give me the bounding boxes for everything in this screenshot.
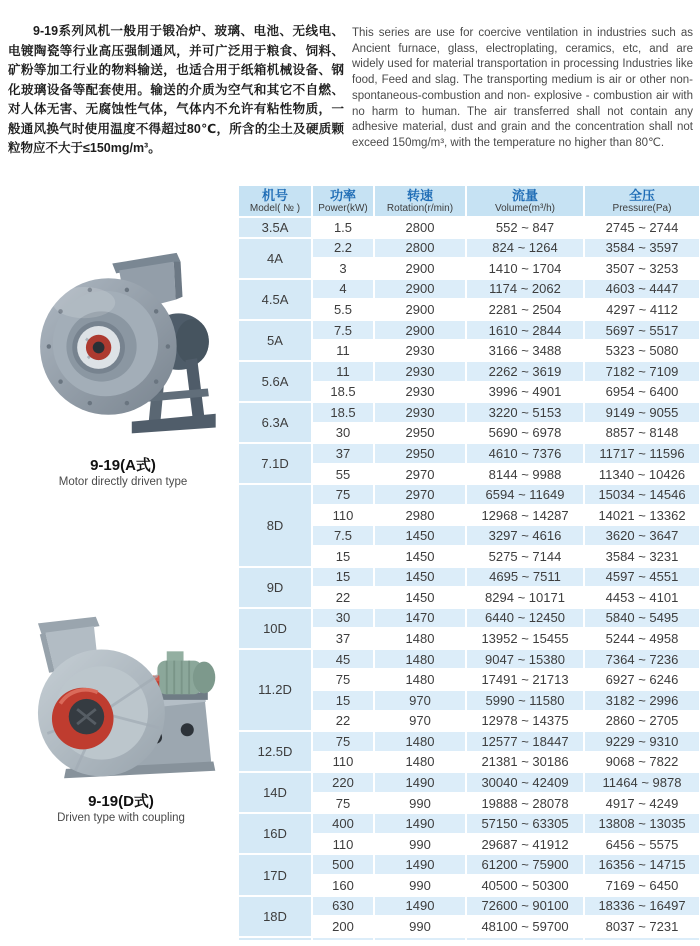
spec-cell: 2745 ~ 2744 bbox=[584, 217, 700, 238]
spec-cell: 1490 bbox=[374, 813, 466, 834]
spec-cell: 13952 ~ 15455 bbox=[466, 628, 584, 649]
spec-cell: 18336 ~ 16497 bbox=[584, 896, 700, 917]
spec-cell: 2900 bbox=[374, 320, 466, 341]
col-header-model bbox=[238, 185, 312, 217]
spec-cell: 14021 ~ 13362 bbox=[584, 505, 700, 526]
spec-cell: 1450 bbox=[374, 567, 466, 588]
table-row bbox=[238, 320, 700, 341]
spec-cell: 5840 ~ 5495 bbox=[584, 608, 700, 629]
spec-cell: 7.5 bbox=[312, 525, 374, 546]
spec-cell: 4453 ~ 4101 bbox=[584, 587, 700, 608]
spec-cell: 1480 bbox=[374, 731, 466, 752]
spec-cell: 2800 bbox=[374, 238, 466, 259]
spec-cell: 5690 ~ 6978 bbox=[466, 423, 584, 444]
table-row bbox=[238, 896, 700, 917]
spec-cell: 61200 ~ 75900 bbox=[466, 854, 584, 875]
spec-cell: 2930 bbox=[374, 340, 466, 361]
spec-cell: 2950 bbox=[374, 423, 466, 444]
spec-cell: 2950 bbox=[374, 443, 466, 464]
product-figure-d bbox=[12, 614, 230, 824]
spec-cell: 1450 bbox=[374, 546, 466, 567]
spec-cell: 15 bbox=[312, 546, 374, 567]
spec-cell: 8294 ~ 10171 bbox=[466, 587, 584, 608]
spec-cell: 2930 bbox=[374, 382, 466, 403]
spec-cell: 1470 bbox=[374, 608, 466, 629]
spec-cell: 12978 ~ 14375 bbox=[466, 711, 584, 732]
spec-cell: 11464 ~ 9878 bbox=[584, 772, 700, 793]
spec-cell: 8037 ~ 7231 bbox=[584, 916, 700, 937]
spec-cell: 7182 ~ 7109 bbox=[584, 361, 700, 382]
spec-cell: 824 ~ 1264 bbox=[466, 238, 584, 259]
spec-cell: 2930 bbox=[374, 361, 466, 382]
spec-cell: 970 bbox=[374, 690, 466, 711]
spec-cell: 3220 ~ 5153 bbox=[466, 402, 584, 423]
spec-cell: 500 bbox=[312, 854, 374, 875]
spec-cell: 7169 ~ 6450 bbox=[584, 875, 700, 896]
model-cell: 3.5A bbox=[238, 217, 312, 238]
spec-cell bbox=[584, 937, 700, 941]
spec-cell: 400 bbox=[312, 813, 374, 834]
spec-cell: 1.5 bbox=[312, 217, 374, 238]
spec-cell: 75 bbox=[312, 731, 374, 752]
spec-cell: 30 bbox=[312, 608, 374, 629]
spec-cell: 15 bbox=[312, 690, 374, 711]
spec-cell: 3584 ~ 3597 bbox=[584, 238, 700, 259]
spec-cell: 18.5 bbox=[312, 382, 374, 403]
spec-cell: 4597 ~ 4551 bbox=[584, 567, 700, 588]
table-row bbox=[238, 772, 700, 793]
spec-cell bbox=[312, 937, 374, 941]
spec-cell: 9229 ~ 9310 bbox=[584, 731, 700, 752]
spec-cell: 2900 bbox=[374, 279, 466, 300]
spec-cell: 1450 bbox=[374, 525, 466, 546]
spec-cell: 6594 ~ 11649 bbox=[466, 484, 584, 505]
table-row bbox=[238, 484, 700, 505]
spec-cell: 4695 ~ 7511 bbox=[466, 567, 584, 588]
spec-cell: 40500 ~ 50300 bbox=[466, 875, 584, 896]
spec-cell: 4603 ~ 4447 bbox=[584, 279, 700, 300]
spec-cell: 57150 ~ 63305 bbox=[466, 813, 584, 834]
spec-cell: 1480 bbox=[374, 649, 466, 670]
spec-cell: 7.5 bbox=[312, 320, 374, 341]
table-row bbox=[238, 813, 700, 834]
spec-cell: 12577 ~ 18447 bbox=[466, 731, 584, 752]
spec-cell: 15034 ~ 14546 bbox=[584, 484, 700, 505]
model-cell: 14D bbox=[238, 772, 312, 813]
spec-cell: 5323 ~ 5080 bbox=[584, 340, 700, 361]
model-cell: 5A bbox=[238, 320, 312, 361]
spec-cell: 3584 ~ 3231 bbox=[584, 546, 700, 567]
spec-cell: 2970 bbox=[374, 464, 466, 485]
table-row bbox=[238, 279, 700, 300]
spec-cell: 21381 ~ 30186 bbox=[466, 752, 584, 773]
model-cell: 12.5D bbox=[238, 731, 312, 772]
spec-cell: 2281 ~ 2504 bbox=[466, 299, 584, 320]
spec-cell: 5244 ~ 4958 bbox=[584, 628, 700, 649]
table-row bbox=[238, 731, 700, 752]
spec-cell: 1490 bbox=[374, 772, 466, 793]
product-subtitle-a: Motor directly driven type bbox=[58, 476, 188, 488]
product-subtitle-d: Driven type with coupling bbox=[57, 812, 185, 824]
table-row bbox=[238, 608, 700, 629]
table-row bbox=[238, 217, 700, 238]
spec-cell: 3166 ~ 3488 bbox=[466, 340, 584, 361]
spec-cell: 6456 ~ 5575 bbox=[584, 834, 700, 855]
spec-cell: 29687 ~ 41912 bbox=[466, 834, 584, 855]
spec-cell: 37 bbox=[312, 628, 374, 649]
spec-cell: 37 bbox=[312, 443, 374, 464]
spec-cell: 8144 ~ 9988 bbox=[466, 464, 584, 485]
spec-cell: 48100 ~ 59700 bbox=[466, 916, 584, 937]
spec-cell: 30 bbox=[312, 423, 374, 444]
model-cell: 17D bbox=[238, 854, 312, 895]
spec-cell: 1490 bbox=[374, 854, 466, 875]
spec-cell: 11717 ~ 11596 bbox=[584, 443, 700, 464]
col-header-rotation-en: Rotation(r/min) bbox=[386, 203, 454, 214]
fan-a-image bbox=[28, 246, 218, 446]
spec-cell: 18.5 bbox=[312, 402, 374, 423]
table-row bbox=[238, 361, 700, 382]
spec-cell: 16356 ~ 14715 bbox=[584, 854, 700, 875]
spec-cell bbox=[466, 937, 584, 941]
model-cell: 4.5A bbox=[238, 279, 312, 320]
spec-cell: 11 bbox=[312, 340, 374, 361]
spec-cell: 200 bbox=[312, 916, 374, 937]
spec-cell: 1610 ~ 2844 bbox=[466, 320, 584, 341]
col-header-rotation-zh: 转速 bbox=[406, 188, 433, 203]
model-cell: 7.1D bbox=[238, 443, 312, 484]
table-row bbox=[238, 238, 700, 259]
spec-cell: 1490 bbox=[374, 896, 466, 917]
spec-cell: 2900 bbox=[374, 258, 466, 279]
spec-cell: 220 bbox=[312, 772, 374, 793]
col-header-volume-zh: 流量 bbox=[511, 188, 538, 203]
spec-cell: 3996 ~ 4901 bbox=[466, 382, 584, 403]
spec-cell: 2930 bbox=[374, 402, 466, 423]
model-cell: 4A bbox=[238, 238, 312, 279]
spec-cell: 9068 ~ 7822 bbox=[584, 752, 700, 773]
spec-cell: 110 bbox=[312, 752, 374, 773]
spec-cell: 2262 ~ 3619 bbox=[466, 361, 584, 382]
col-header-rotation bbox=[374, 185, 466, 217]
intro-paragraph-english: This series are use for coercive ventilation in industries such as Ancient furnace, glass, electroplating, ceramics, etc, and are widely used for material transportation in processing Industries like food, Feed and slag. The transporting medium is air or other non-spontaneous-combustion and non- explosive - combustion air with no harm to human. The air transferred shall not contain any adhesive material, dust and grain and the concentration shall not exceed 150mg/m³, with the temperature no higher than 80℃. bbox=[352, 27, 693, 149]
model-cell: 9D bbox=[238, 567, 312, 608]
spec-cell: 30040 ~ 42409 bbox=[466, 772, 584, 793]
spec-cell: 6954 ~ 6400 bbox=[584, 382, 700, 403]
product-title-a: 9-19(A式) bbox=[90, 457, 156, 474]
spec-cell: 5697 ~ 5517 bbox=[584, 320, 700, 341]
spec-cell: 4 bbox=[312, 279, 374, 300]
product-title-d: 9-19(D式) bbox=[88, 793, 154, 810]
table-row bbox=[238, 649, 700, 670]
table-row bbox=[238, 567, 700, 588]
spec-cell: 75 bbox=[312, 793, 374, 814]
col-header-volume-en: Volume(m³/h) bbox=[494, 203, 555, 214]
spec-table-body bbox=[238, 217, 700, 941]
spec-cell: 110 bbox=[312, 505, 374, 526]
spec-cell: 110 bbox=[312, 834, 374, 855]
spec-cell: 22 bbox=[312, 587, 374, 608]
model-cell: 5.6A bbox=[238, 361, 312, 402]
spec-cell: 75 bbox=[312, 484, 374, 505]
table-row-sliver bbox=[238, 937, 700, 941]
model-cell: 16D bbox=[238, 813, 312, 854]
spec-cell: 7364 ~ 7236 bbox=[584, 649, 700, 670]
spec-cell: 2970 bbox=[374, 484, 466, 505]
spec-cell: 19888 ~ 28078 bbox=[466, 793, 584, 814]
spec-cell: 6440 ~ 12450 bbox=[466, 608, 584, 629]
spec-cell: 4297 ~ 4112 bbox=[584, 299, 700, 320]
spec-cell: 2900 bbox=[374, 299, 466, 320]
spec-cell: 3620 ~ 3647 bbox=[584, 525, 700, 546]
spec-cell: 990 bbox=[374, 793, 466, 814]
spec-cell: 9047 ~ 15380 bbox=[466, 649, 584, 670]
col-header-model-zh: 机号 bbox=[261, 188, 288, 203]
spec-cell: 5.5 bbox=[312, 299, 374, 320]
spec-table bbox=[238, 185, 700, 941]
col-header-pressure-en: Pressure(Pa) bbox=[612, 203, 672, 214]
spec-cell: 12968 ~ 14287 bbox=[466, 505, 584, 526]
spec-table-header bbox=[238, 185, 700, 217]
spec-cell bbox=[374, 937, 466, 941]
col-header-power-en: Power(kW) bbox=[318, 203, 368, 214]
spec-cell bbox=[238, 937, 312, 941]
col-header-pressure-zh: 全压 bbox=[628, 188, 655, 203]
spec-cell: 3297 ~ 4616 bbox=[466, 525, 584, 546]
spec-cell: 4610 ~ 7376 bbox=[466, 443, 584, 464]
model-cell: 11.2D bbox=[238, 649, 312, 731]
spec-cell: 1480 bbox=[374, 669, 466, 690]
fan-d-image bbox=[12, 614, 230, 782]
spec-cell: 3182 ~ 2996 bbox=[584, 690, 700, 711]
spec-cell: 9149 ~ 9055 bbox=[584, 402, 700, 423]
spec-cell: 22 bbox=[312, 711, 374, 732]
spec-cell: 45 bbox=[312, 649, 374, 670]
spec-cell: 1410 ~ 1704 bbox=[466, 258, 584, 279]
spec-cell: 160 bbox=[312, 875, 374, 896]
spec-cell: 3507 ~ 3253 bbox=[584, 258, 700, 279]
spec-cell: 990 bbox=[374, 875, 466, 896]
spec-cell: 72600 ~ 90100 bbox=[466, 896, 584, 917]
spec-cell: 13808 ~ 13035 bbox=[584, 813, 700, 834]
col-header-volume bbox=[466, 185, 584, 217]
spec-cell: 75 bbox=[312, 669, 374, 690]
spec-cell: 15 bbox=[312, 567, 374, 588]
col-header-power bbox=[312, 185, 374, 217]
spec-cell: 1450 bbox=[374, 587, 466, 608]
model-cell: 8D bbox=[238, 484, 312, 566]
spec-cell: 2980 bbox=[374, 505, 466, 526]
model-cell: 10D bbox=[238, 608, 312, 649]
model-cell: 18D bbox=[238, 896, 312, 937]
table-row bbox=[238, 402, 700, 423]
spec-cell: 5275 ~ 7144 bbox=[466, 546, 584, 567]
model-cell: 6.3A bbox=[238, 402, 312, 443]
spec-cell: 3 bbox=[312, 258, 374, 279]
spec-cell: 552 ~ 847 bbox=[466, 217, 584, 238]
col-header-pressure bbox=[584, 185, 700, 217]
spec-cell: 4917 ~ 4249 bbox=[584, 793, 700, 814]
spec-cell: 1174 ~ 2062 bbox=[466, 279, 584, 300]
spec-cell: 2800 bbox=[374, 217, 466, 238]
col-header-model-en: Model( № ) bbox=[249, 203, 301, 214]
spec-cell: 17491 ~ 21713 bbox=[466, 669, 584, 690]
spec-cell: 6927 ~ 6246 bbox=[584, 669, 700, 690]
spec-cell: 11340 ~ 10426 bbox=[584, 464, 700, 485]
table-row bbox=[238, 443, 700, 464]
spec-cell: 630 bbox=[312, 896, 374, 917]
spec-cell: 1480 bbox=[374, 752, 466, 773]
spec-cell: 990 bbox=[374, 834, 466, 855]
spec-cell: 5990 ~ 11580 bbox=[466, 690, 584, 711]
spec-cell: 990 bbox=[374, 916, 466, 937]
table-row bbox=[238, 854, 700, 875]
spec-cell: 55 bbox=[312, 464, 374, 485]
spec-cell: 2.2 bbox=[312, 238, 374, 259]
product-figure-a bbox=[28, 246, 218, 488]
col-header-power-zh: 功率 bbox=[329, 188, 356, 203]
spec-cell: 11 bbox=[312, 361, 374, 382]
spec-cell: 8857 ~ 8148 bbox=[584, 423, 700, 444]
intro-paragraph-chinese: 9-19系列风机一般用于锻冶炉、玻璃、电池、无线电、电镀陶瓷等行业高压强制通风，并可广泛用于粮食、饲料、矿粉等加工行业的物料输送，也适合用于纸箱机械设备、钢化玻璃设备等配套使用。输送的介质为空气和其它不自燃、对人体无害、无腐蚀性气体，气体内不允许有粘性物质，一般通风换气时使用温度不得超过80℃，所含的尘土及硬质颗粒物应不大于≤150mg/m³。 bbox=[8, 24, 344, 155]
spec-cell: 970 bbox=[374, 711, 466, 732]
spec-cell: 1480 bbox=[374, 628, 466, 649]
spec-cell: 2860 ~ 2705 bbox=[584, 711, 700, 732]
